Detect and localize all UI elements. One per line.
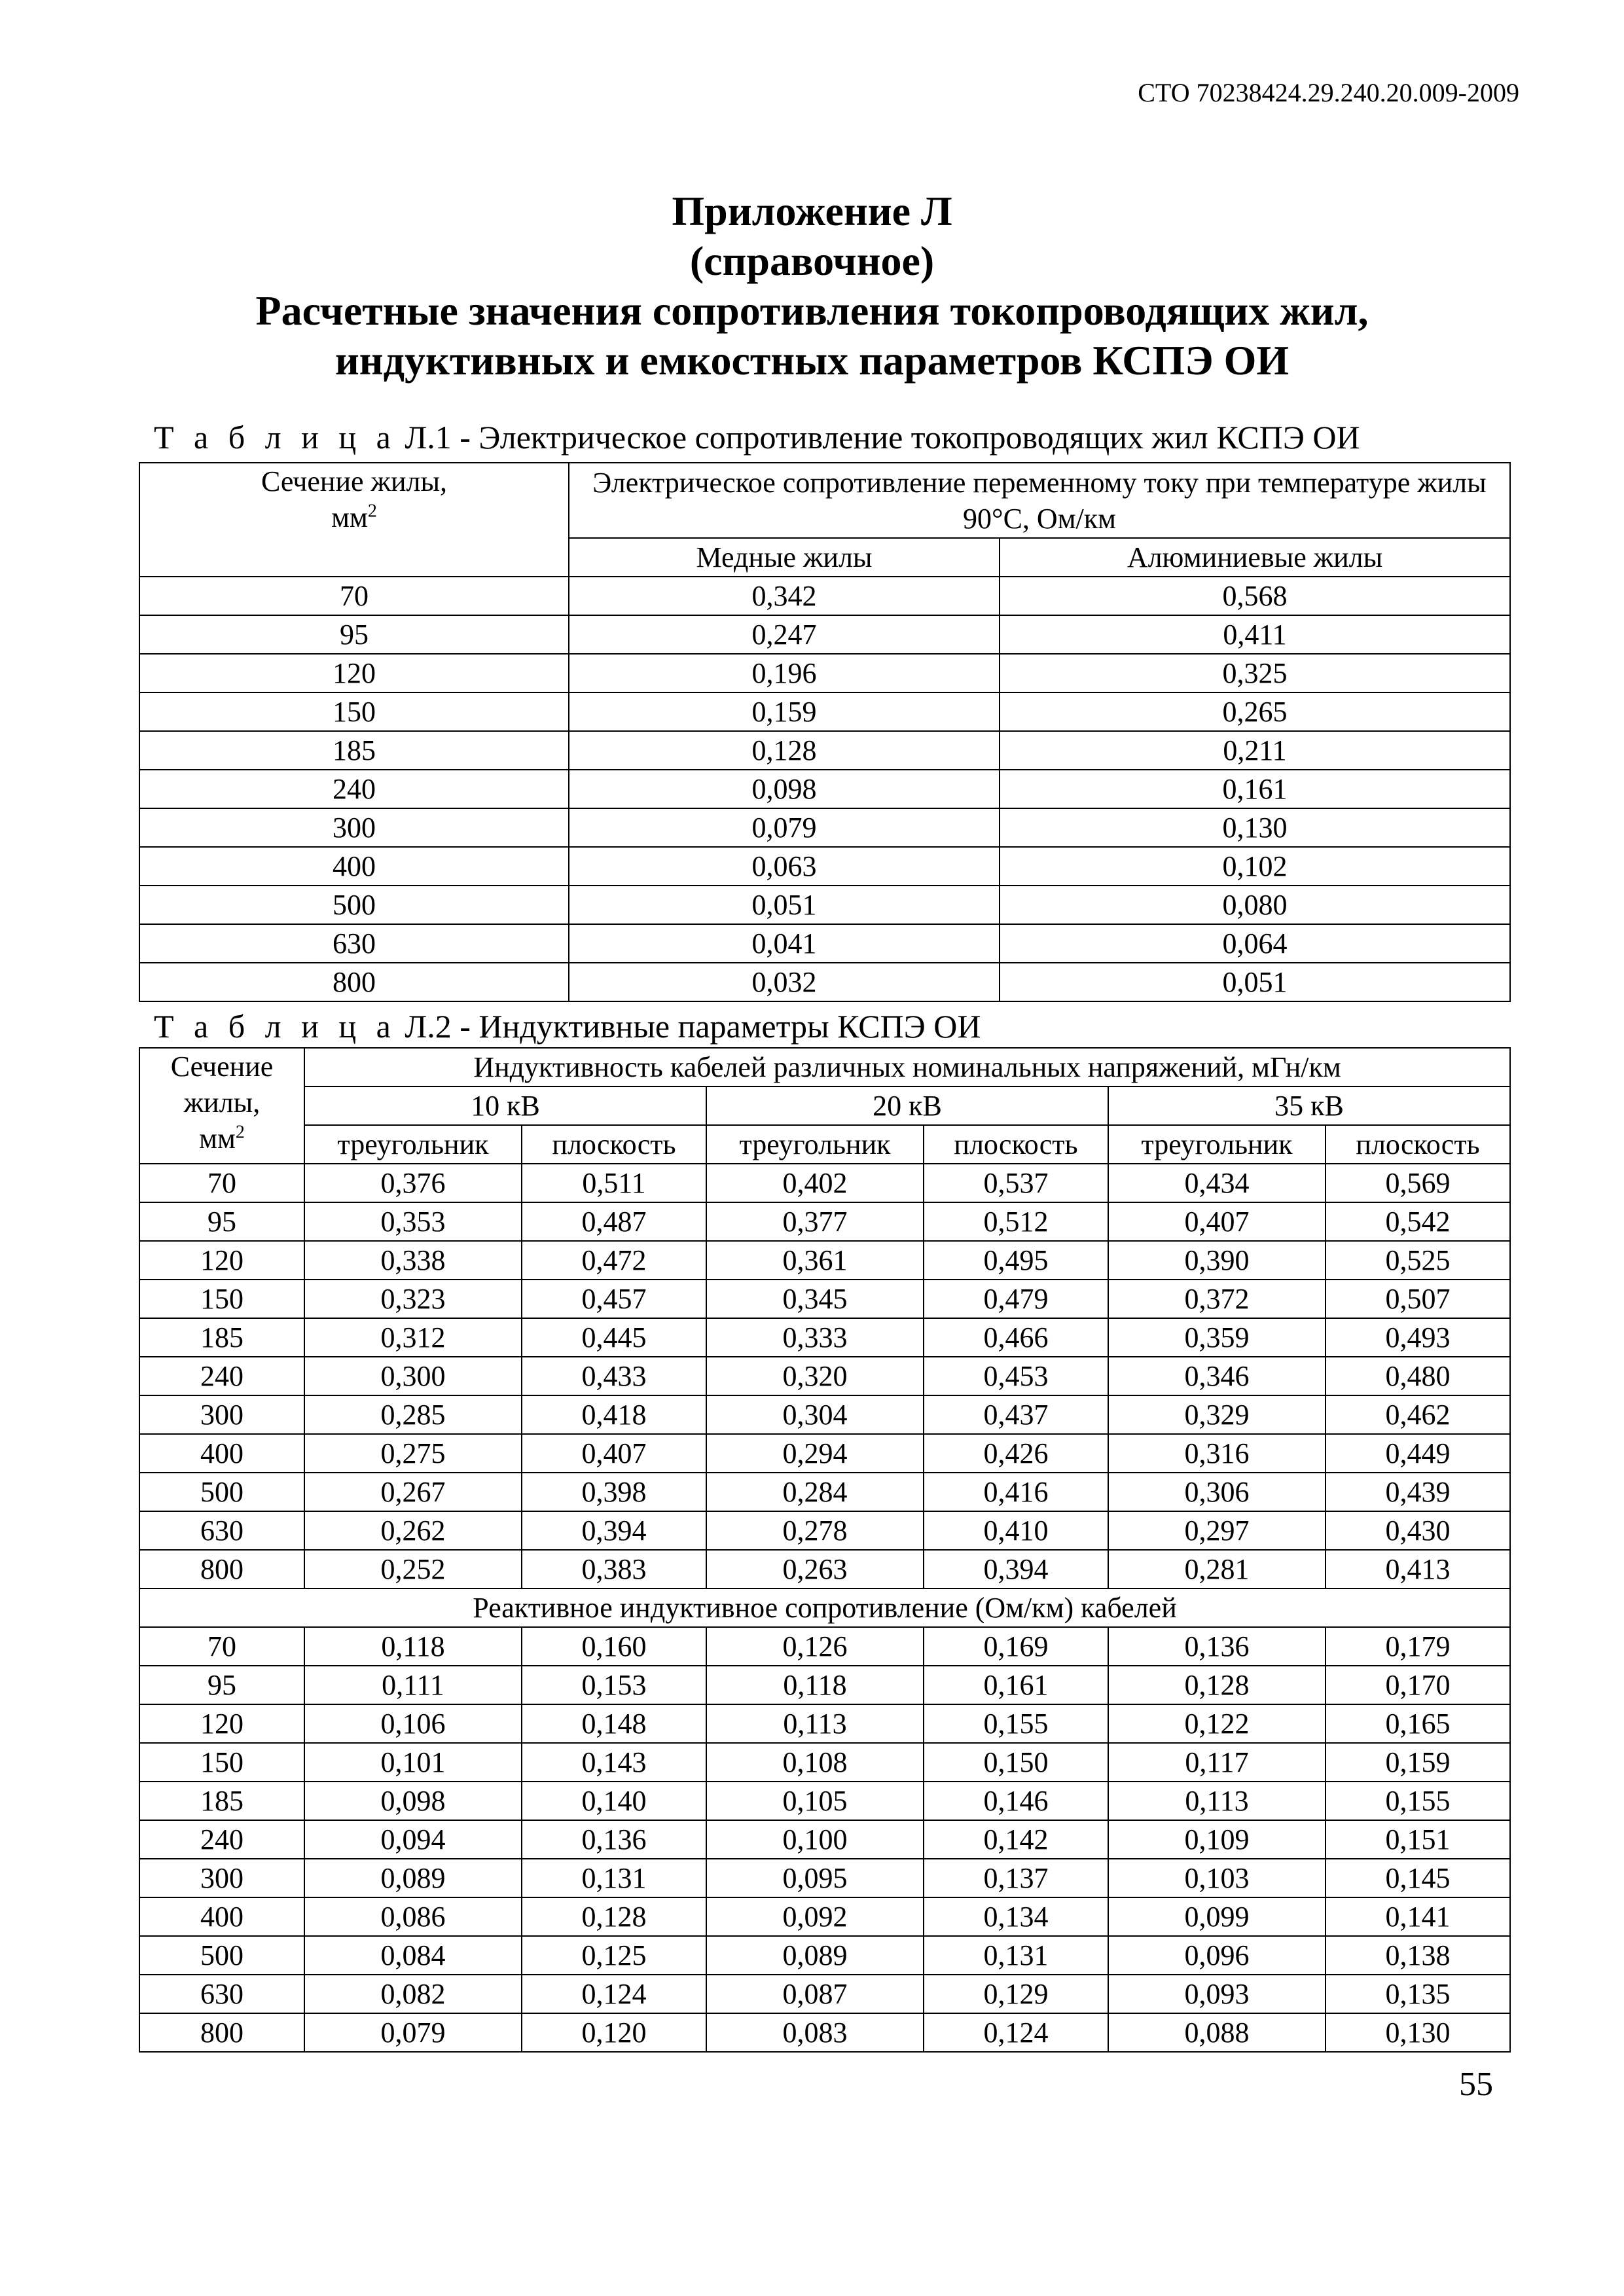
table1-header-section-text: Сечение жилы, — [261, 465, 448, 497]
cell-value: 0,306 — [1108, 1473, 1326, 1511]
cell-value: 0,398 — [522, 1473, 706, 1511]
cell-section: 240 — [139, 770, 569, 808]
cell-section: 240 — [139, 1357, 304, 1395]
table2-header-section-text2: жилы, — [183, 1086, 261, 1119]
table1-resistance — [139, 462, 1511, 1002]
table-row — [139, 654, 1510, 692]
cell-section: 500 — [139, 886, 569, 924]
cell-section: 800 — [139, 963, 569, 1001]
cell-value: 0,346 — [1108, 1357, 1326, 1395]
cell-value: 0,128 — [522, 1897, 706, 1936]
table2-header-voltage-35: 35 кВ — [1108, 1086, 1510, 1125]
cell-value: 0,445 — [522, 1318, 706, 1357]
cell-value: 0,323 — [304, 1280, 522, 1318]
cell-value: 0,130 — [1326, 2013, 1510, 2052]
table-row — [139, 1511, 1510, 1550]
cell-value: 0,131 — [924, 1936, 1108, 1975]
cell-section: 300 — [139, 1859, 304, 1897]
cell-value: 0,511 — [522, 1164, 706, 1202]
cell-value: 0,089 — [706, 1936, 924, 1975]
cell-value: 0,086 — [304, 1897, 522, 1936]
cell-value: 0,159 — [1326, 1743, 1510, 1782]
table2-header-flat: плоскость — [522, 1125, 706, 1164]
table1-header-section — [139, 463, 569, 577]
cell-value: 0,092 — [706, 1897, 924, 1936]
table-row — [139, 1897, 1510, 1936]
cell-value: 0,376 — [304, 1164, 522, 1202]
table-row — [139, 1395, 1510, 1434]
table1-header-resistance: Электрическое сопротивление переменному току при температуре жилы 90°С, Ом/км — [569, 463, 1510, 538]
reactance-section-title: Реактивное индуктивное сопротивление (Ом/км) кабелей — [139, 1588, 1510, 1627]
cell-section: 95 — [139, 1202, 304, 1241]
cell-value: 0,394 — [924, 1550, 1108, 1588]
cell-section: 400 — [139, 1897, 304, 1936]
table1-caption-text: Л.1 - Электрическое сопротивление токопроводящих жил КСПЭ ОИ — [405, 419, 1360, 456]
cell-value: 0,430 — [1326, 1511, 1510, 1550]
table-row — [139, 1936, 1510, 1975]
cell-value: 0,265 — [1000, 692, 1510, 731]
cell-value: 0,434 — [1108, 1164, 1326, 1202]
table-row — [139, 731, 1510, 770]
table2-caption — [154, 1008, 981, 1045]
table-row — [139, 963, 1510, 1001]
cell-value: 0,131 — [522, 1859, 706, 1897]
cell-value: 0,032 — [569, 963, 1000, 1001]
cell-value: 0,437 — [924, 1395, 1108, 1434]
table2-header-voltage-10: 10 кВ — [304, 1086, 706, 1125]
cell-value: 0,342 — [569, 577, 1000, 615]
cell-section: 70 — [139, 1164, 304, 1202]
cell-value: 0,161 — [1000, 770, 1510, 808]
cell-value: 0,359 — [1108, 1318, 1326, 1357]
cell-section: 500 — [139, 1936, 304, 1975]
cell-value: 0,179 — [1326, 1627, 1510, 1666]
table1-header-section-unit: мм — [331, 501, 368, 533]
cell-value: 0,094 — [304, 1820, 522, 1859]
cell-value: 0,390 — [1108, 1241, 1326, 1280]
cell-value: 0,103 — [1108, 1859, 1326, 1897]
table-row — [139, 1318, 1510, 1357]
cell-section: 185 — [139, 1782, 304, 1820]
cell-value: 0,041 — [569, 924, 1000, 963]
cell-section: 300 — [139, 1395, 304, 1434]
cell-value: 0,141 — [1326, 1897, 1510, 1936]
table-row — [139, 2013, 1510, 2052]
cell-value: 0,410 — [924, 1511, 1108, 1550]
cell-value: 0,284 — [706, 1473, 924, 1511]
cell-value: 0,080 — [1000, 886, 1510, 924]
cell-section: 300 — [139, 808, 569, 847]
table-row — [139, 1975, 1510, 2013]
cell-value: 0,507 — [1326, 1280, 1510, 1318]
cell-section: 70 — [139, 577, 569, 615]
cell-value: 0,124 — [522, 1975, 706, 2013]
cell-value: 0,333 — [706, 1318, 924, 1357]
table-row — [139, 770, 1510, 808]
cell-section: 630 — [139, 924, 569, 963]
cell-value: 0,294 — [706, 1434, 924, 1473]
cell-section: 185 — [139, 731, 569, 770]
cell-section: 240 — [139, 1820, 304, 1859]
cell-value: 0,416 — [924, 1473, 1108, 1511]
cell-value: 0,142 — [924, 1820, 1108, 1859]
cell-value: 0,512 — [924, 1202, 1108, 1241]
cell-section: 800 — [139, 2013, 304, 2052]
table-row — [139, 1550, 1510, 1588]
table-row — [139, 1859, 1510, 1897]
cell-value: 0,129 — [924, 1975, 1108, 2013]
cell-value: 0,150 — [924, 1743, 1108, 1782]
table2-header-section — [139, 1048, 304, 1164]
cell-section: 95 — [139, 1666, 304, 1704]
cell-value: 0,262 — [304, 1511, 522, 1550]
cell-value: 0,281 — [1108, 1550, 1326, 1588]
table-row — [139, 1666, 1510, 1704]
table-row — [139, 1280, 1510, 1318]
cell-value: 0,267 — [304, 1473, 522, 1511]
cell-value: 0,338 — [304, 1241, 522, 1280]
cell-section: 150 — [139, 1280, 304, 1318]
cell-value: 0,453 — [924, 1357, 1108, 1395]
table-row — [139, 1743, 1510, 1782]
cell-value: 0,151 — [1326, 1820, 1510, 1859]
cell-value: 0,138 — [1326, 1936, 1510, 1975]
cell-value: 0,098 — [304, 1782, 522, 1820]
table-row — [139, 577, 1510, 615]
table-row — [139, 615, 1510, 654]
cell-section: 400 — [139, 1434, 304, 1473]
cell-value: 0,128 — [569, 731, 1000, 770]
cell-value: 0,153 — [522, 1666, 706, 1704]
cell-value: 0,079 — [304, 2013, 522, 2052]
cell-section: 400 — [139, 847, 569, 886]
table-row — [139, 1357, 1510, 1395]
cell-section: 500 — [139, 1473, 304, 1511]
cell-value: 0,479 — [924, 1280, 1108, 1318]
cell-value: 0,568 — [1000, 577, 1510, 615]
table2-caption-label: Т а б л и ц а — [154, 1008, 397, 1045]
cell-value: 0,439 — [1326, 1473, 1510, 1511]
cell-value: 0,098 — [569, 770, 1000, 808]
cell-value: 0,297 — [1108, 1511, 1326, 1550]
cell-value: 0,137 — [924, 1859, 1108, 1897]
cell-value: 0,108 — [706, 1743, 924, 1782]
cell-value: 0,124 — [924, 2013, 1108, 2052]
cell-section: 70 — [139, 1627, 304, 1666]
table-row — [139, 1434, 1510, 1473]
cell-value: 0,377 — [706, 1202, 924, 1241]
cell-value: 0,063 — [569, 847, 1000, 886]
cell-value: 0,394 — [522, 1511, 706, 1550]
table1-caption — [154, 419, 1360, 456]
table-row — [139, 692, 1510, 731]
table-row — [139, 1241, 1510, 1280]
cell-value: 0,113 — [1108, 1782, 1326, 1820]
table-row — [139, 1473, 1510, 1511]
cell-value: 0,402 — [706, 1164, 924, 1202]
cell-value: 0,542 — [1326, 1202, 1510, 1241]
table-row — [139, 1164, 1510, 1202]
cell-value: 0,088 — [1108, 2013, 1326, 2052]
cell-value: 0,146 — [924, 1782, 1108, 1820]
table2-header-section-unit: мм — [199, 1122, 236, 1155]
cell-value: 0,136 — [522, 1820, 706, 1859]
cell-value: 0,495 — [924, 1241, 1108, 1280]
cell-value: 0,064 — [1000, 924, 1510, 963]
cell-value: 0,278 — [706, 1511, 924, 1550]
cell-section: 800 — [139, 1550, 304, 1588]
cell-value: 0,117 — [1108, 1743, 1326, 1782]
cell-value: 0,095 — [706, 1859, 924, 1897]
cell-value: 0,418 — [522, 1395, 706, 1434]
cell-value: 0,413 — [1326, 1550, 1510, 1588]
cell-value: 0,320 — [706, 1357, 924, 1395]
cell-value: 0,105 — [706, 1782, 924, 1820]
table2-header-triangle: треугольник — [304, 1125, 522, 1164]
table-row — [139, 1627, 1510, 1666]
cell-value: 0,148 — [522, 1704, 706, 1743]
cell-value: 0,084 — [304, 1936, 522, 1975]
cell-value: 0,159 — [569, 692, 1000, 731]
cell-value: 0,525 — [1326, 1241, 1510, 1280]
cell-section: 120 — [139, 654, 569, 692]
cell-value: 0,407 — [522, 1434, 706, 1473]
table-row — [139, 808, 1510, 847]
table2-header-inductance: Индуктивность кабелей различных номинальных напряжений, мГн/км — [304, 1048, 1510, 1086]
cell-value: 0,457 — [522, 1280, 706, 1318]
table1-caption-label: Т а б л и ц а — [154, 419, 397, 456]
cell-value: 0,383 — [522, 1550, 706, 1588]
cell-value: 0,537 — [924, 1164, 1108, 1202]
table2-header-section-exp: 2 — [235, 1122, 245, 1143]
cell-value: 0,170 — [1326, 1666, 1510, 1704]
cell-value: 0,161 — [924, 1666, 1108, 1704]
cell-value: 0,093 — [1108, 1975, 1326, 2013]
table1-header-aluminum: Алюминиевые жилы — [1000, 538, 1510, 577]
appendix-heading — [0, 187, 1624, 386]
cell-value: 0,125 — [522, 1936, 706, 1975]
cell-value: 0,285 — [304, 1395, 522, 1434]
appendix-type: (справочное) — [689, 238, 935, 284]
cell-value: 0,329 — [1108, 1395, 1326, 1434]
cell-value: 0,051 — [569, 886, 1000, 924]
table2-header-triangle: треугольник — [706, 1125, 924, 1164]
table1-header-section-exp: 2 — [367, 501, 377, 522]
table-section-row — [139, 1588, 1510, 1627]
cell-value: 0,345 — [706, 1280, 924, 1318]
cell-value: 0,118 — [706, 1666, 924, 1704]
cell-value: 0,099 — [1108, 1897, 1326, 1936]
cell-value: 0,083 — [706, 2013, 924, 2052]
cell-value: 0,433 — [522, 1357, 706, 1395]
cell-value: 0,472 — [522, 1241, 706, 1280]
table-row — [139, 847, 1510, 886]
cell-value: 0,160 — [522, 1627, 706, 1666]
cell-value: 0,426 — [924, 1434, 1108, 1473]
cell-value: 0,120 — [522, 2013, 706, 2052]
cell-value: 0,079 — [569, 808, 1000, 847]
table-row — [139, 1704, 1510, 1743]
appendix-subject-line1: Расчетные значения сопротивления токопроводящих жил, — [255, 287, 1369, 334]
cell-value: 0,275 — [304, 1434, 522, 1473]
cell-value: 0,135 — [1326, 1975, 1510, 2013]
table-row — [139, 1820, 1510, 1859]
table-row — [139, 1202, 1510, 1241]
cell-value: 0,325 — [1000, 654, 1510, 692]
cell-value: 0,196 — [569, 654, 1000, 692]
cell-value: 0,353 — [304, 1202, 522, 1241]
cell-section: 630 — [139, 1511, 304, 1550]
table-row — [139, 1782, 1510, 1820]
cell-value: 0,118 — [304, 1627, 522, 1666]
cell-value: 0,372 — [1108, 1280, 1326, 1318]
cell-value: 0,493 — [1326, 1318, 1510, 1357]
cell-value: 0,100 — [706, 1820, 924, 1859]
cell-value: 0,411 — [1000, 615, 1510, 654]
cell-value: 0,082 — [304, 1975, 522, 2013]
cell-value: 0,111 — [304, 1666, 522, 1704]
cell-value: 0,128 — [1108, 1666, 1326, 1704]
cell-value: 0,096 — [1108, 1936, 1326, 1975]
document-code: СТО 70238424.29.240.20.009-2009 — [1138, 78, 1519, 107]
table2-header-voltage-20: 20 кВ — [706, 1086, 1108, 1125]
table2-header-section-text1: Сечение — [170, 1050, 274, 1083]
cell-value: 0,106 — [304, 1704, 522, 1743]
cell-value: 0,113 — [706, 1704, 924, 1743]
cell-value: 0,143 — [522, 1743, 706, 1782]
appendix-subject-line2: индуктивных и емкостных параметров КСПЭ ОИ — [334, 337, 1290, 384]
cell-section: 630 — [139, 1975, 304, 2013]
cell-value: 0,480 — [1326, 1357, 1510, 1395]
table-row — [139, 924, 1510, 963]
cell-value: 0,155 — [1326, 1782, 1510, 1820]
cell-value: 0,487 — [522, 1202, 706, 1241]
cell-value: 0,109 — [1108, 1820, 1326, 1859]
table2-header-triangle: треугольник — [1108, 1125, 1326, 1164]
cell-value: 0,130 — [1000, 808, 1510, 847]
cell-value: 0,089 — [304, 1859, 522, 1897]
cell-value: 0,449 — [1326, 1434, 1510, 1473]
cell-value: 0,407 — [1108, 1202, 1326, 1241]
cell-value: 0,211 — [1000, 731, 1510, 770]
cell-value: 0,126 — [706, 1627, 924, 1666]
cell-value: 0,134 — [924, 1897, 1108, 1936]
page-number: 55 — [1459, 2066, 1493, 2103]
cell-value: 0,252 — [304, 1550, 522, 1588]
cell-value: 0,122 — [1108, 1704, 1326, 1743]
table-row — [139, 886, 1510, 924]
table1-header-copper: Медные жилы — [569, 538, 1000, 577]
cell-value: 0,145 — [1326, 1859, 1510, 1897]
cell-value: 0,263 — [706, 1550, 924, 1588]
cell-value: 0,165 — [1326, 1704, 1510, 1743]
cell-value: 0,051 — [1000, 963, 1510, 1001]
cell-value: 0,462 — [1326, 1395, 1510, 1434]
cell-value: 0,316 — [1108, 1434, 1326, 1473]
cell-value: 0,101 — [304, 1743, 522, 1782]
cell-value: 0,155 — [924, 1704, 1108, 1743]
cell-value: 0,140 — [522, 1782, 706, 1820]
cell-value: 0,247 — [569, 615, 1000, 654]
cell-value: 0,466 — [924, 1318, 1108, 1357]
cell-value: 0,361 — [706, 1241, 924, 1280]
cell-section: 150 — [139, 1743, 304, 1782]
cell-section: 120 — [139, 1241, 304, 1280]
cell-value: 0,300 — [304, 1357, 522, 1395]
cell-value: 0,312 — [304, 1318, 522, 1357]
cell-value: 0,102 — [1000, 847, 1510, 886]
cell-section: 150 — [139, 692, 569, 731]
table2-header-flat: плоскость — [1326, 1125, 1510, 1164]
cell-value: 0,136 — [1108, 1627, 1326, 1666]
appendix-title: Приложение Л — [672, 188, 952, 234]
cell-value: 0,087 — [706, 1975, 924, 2013]
cell-value: 0,304 — [706, 1395, 924, 1434]
table2-inductance — [139, 1047, 1511, 2053]
cell-section: 95 — [139, 615, 569, 654]
table2-caption-text: Л.2 - Индуктивные параметры КСПЭ ОИ — [405, 1008, 981, 1045]
cell-section: 185 — [139, 1318, 304, 1357]
cell-value: 0,169 — [924, 1627, 1108, 1666]
table2-header-flat: плоскость — [924, 1125, 1108, 1164]
cell-section: 120 — [139, 1704, 304, 1743]
cell-value: 0,569 — [1326, 1164, 1510, 1202]
